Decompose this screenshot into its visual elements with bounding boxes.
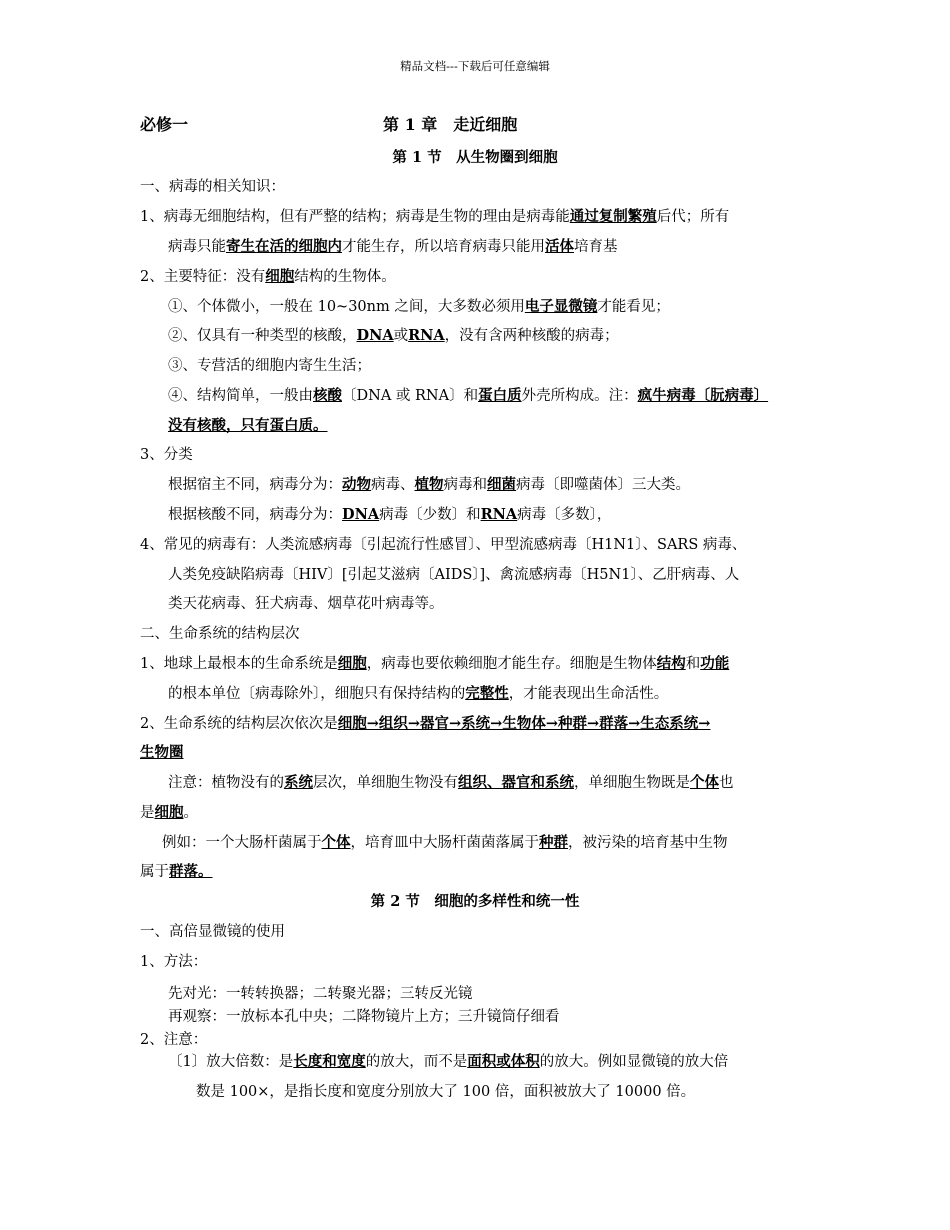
life-1-line-2: 的根本单位〔病毒除外〕，细胞只有保持结构的完整性，才能表现出生命活性。 bbox=[168, 685, 669, 702]
microscope-note-1-cont: 数是 100×，是指长度和宽度分别放大了 100 倍，面积被放大了 10000 倍。 bbox=[196, 1084, 696, 1100]
para-4-line-3: 类天花病毒、狂犬病毒、烟草花叶病毒等。 bbox=[168, 596, 444, 612]
heading-life-system: 二、生命系统的结构层次 bbox=[140, 626, 300, 642]
heading-microscope: 一、高倍显微镜的使用 bbox=[140, 924, 285, 940]
note-line-1: 注意：植物没有的系统层次，单细胞生物没有组织、器官和系统，单细胞生物既是个体也 bbox=[168, 774, 734, 791]
page-header: 精品文档---下载后可任意编辑 bbox=[400, 59, 550, 73]
example-line-2: 属于群落。 bbox=[140, 863, 213, 880]
para-3-line-1: 根据宿主不同，病毒分为：动物病毒、植物病毒和细菌病毒〔即噬菌体〕三大类。 bbox=[168, 476, 690, 493]
para-2-item-2: ②、仅具有一种类型的核酸，DNA或RNA，没有含两种核酸的病毒； bbox=[168, 327, 619, 344]
para-2-item-1: ①、个体微小，一般在 10~30nm 之间，大多数必须用电子显微镜才能看见； bbox=[168, 298, 670, 315]
microscope-note: 2、注意： bbox=[140, 1032, 208, 1048]
book-title: 必修一 bbox=[140, 115, 189, 134]
section-1-title: 第 1 节 从生物圈到细胞 bbox=[392, 149, 558, 166]
para-2-item-4: ④、结构简单，一般由核酸〔DNA 或 RNA〕和蛋白质外壳所构成。注：疯牛病毒〔朊病毒〕 bbox=[168, 387, 769, 404]
life-1-line-1: 1、地球上最根本的生命系统是细胞，病毒也要依赖细胞才能生存。细胞是生物体结构和功能 bbox=[140, 655, 730, 672]
note-line-2: 是细胞。 bbox=[140, 804, 198, 821]
para-2: 2、主要特征：没有细胞结构的生物体。 bbox=[140, 268, 396, 285]
example-line-1: 例如：一个大肠杆菌属于个体，培育皿中大肠杆菌菌落属于种群，被污染的培育基中生物 bbox=[162, 834, 728, 851]
para-4-line-1: 4、常见的病毒有：人类流感病毒〔引起流行性感冒〕、甲型流感病毒〔H1N1〕、SARS 病毒、 bbox=[140, 537, 747, 553]
chapter-title: 第 1 章 走近细胞 bbox=[383, 115, 518, 134]
microscope-method-1: 先对光：一转转换器；二转聚光器；三转反光镜 bbox=[168, 986, 473, 1002]
microscope-note-1: 〔1〕放大倍数：是长度和宽度的放大，而不是面积或体积的放大。例如显微镜的放大倍 bbox=[168, 1053, 729, 1070]
life-2-line-1: 2、生命系统的结构层次依次是细胞→组织→器官→系统→生物体→种群→群落→生态系统→ bbox=[140, 715, 711, 732]
para-2-item-3: ③、专营活的细胞内寄生生活； bbox=[168, 358, 371, 374]
heading-virus: 一、病毒的相关知识： bbox=[140, 179, 285, 195]
life-2-line-2: 生物圈 bbox=[140, 744, 184, 761]
section-2-title: 第 2 节 细胞的多样性和统一性 bbox=[370, 893, 580, 910]
microscope-method-2: 再观察：一放标本孔中央；二降物镜片上方；三升镜筒仔细看 bbox=[168, 1009, 560, 1025]
para-4-line-2: 人类免疫缺陷病毒〔HIV〕[引起艾滋病〔AIDS〕]、禽流感病毒〔H5N1〕、乙肝病毒、人 bbox=[168, 567, 740, 583]
microscope-method: 1、方法： bbox=[140, 954, 208, 970]
para-3: 3、分类 bbox=[140, 447, 193, 463]
para-1-line-1: 1、病毒无细胞结构，但有严整的结构；病毒是生物的理由是病毒能通过复制繁殖后代；所有 bbox=[140, 208, 730, 225]
para-1-line-2: 病毒只能寄生在活的细胞内才能生存，所以培育病毒只能用活体培育基 bbox=[168, 238, 618, 255]
para-2-item-4-cont: 没有核酸，只有蛋白质。 bbox=[168, 417, 328, 434]
para-3-line-2: 根据核酸不同，病毒分为：DNA病毒〔少数〕和RNA病毒〔多数〕， bbox=[168, 506, 612, 523]
